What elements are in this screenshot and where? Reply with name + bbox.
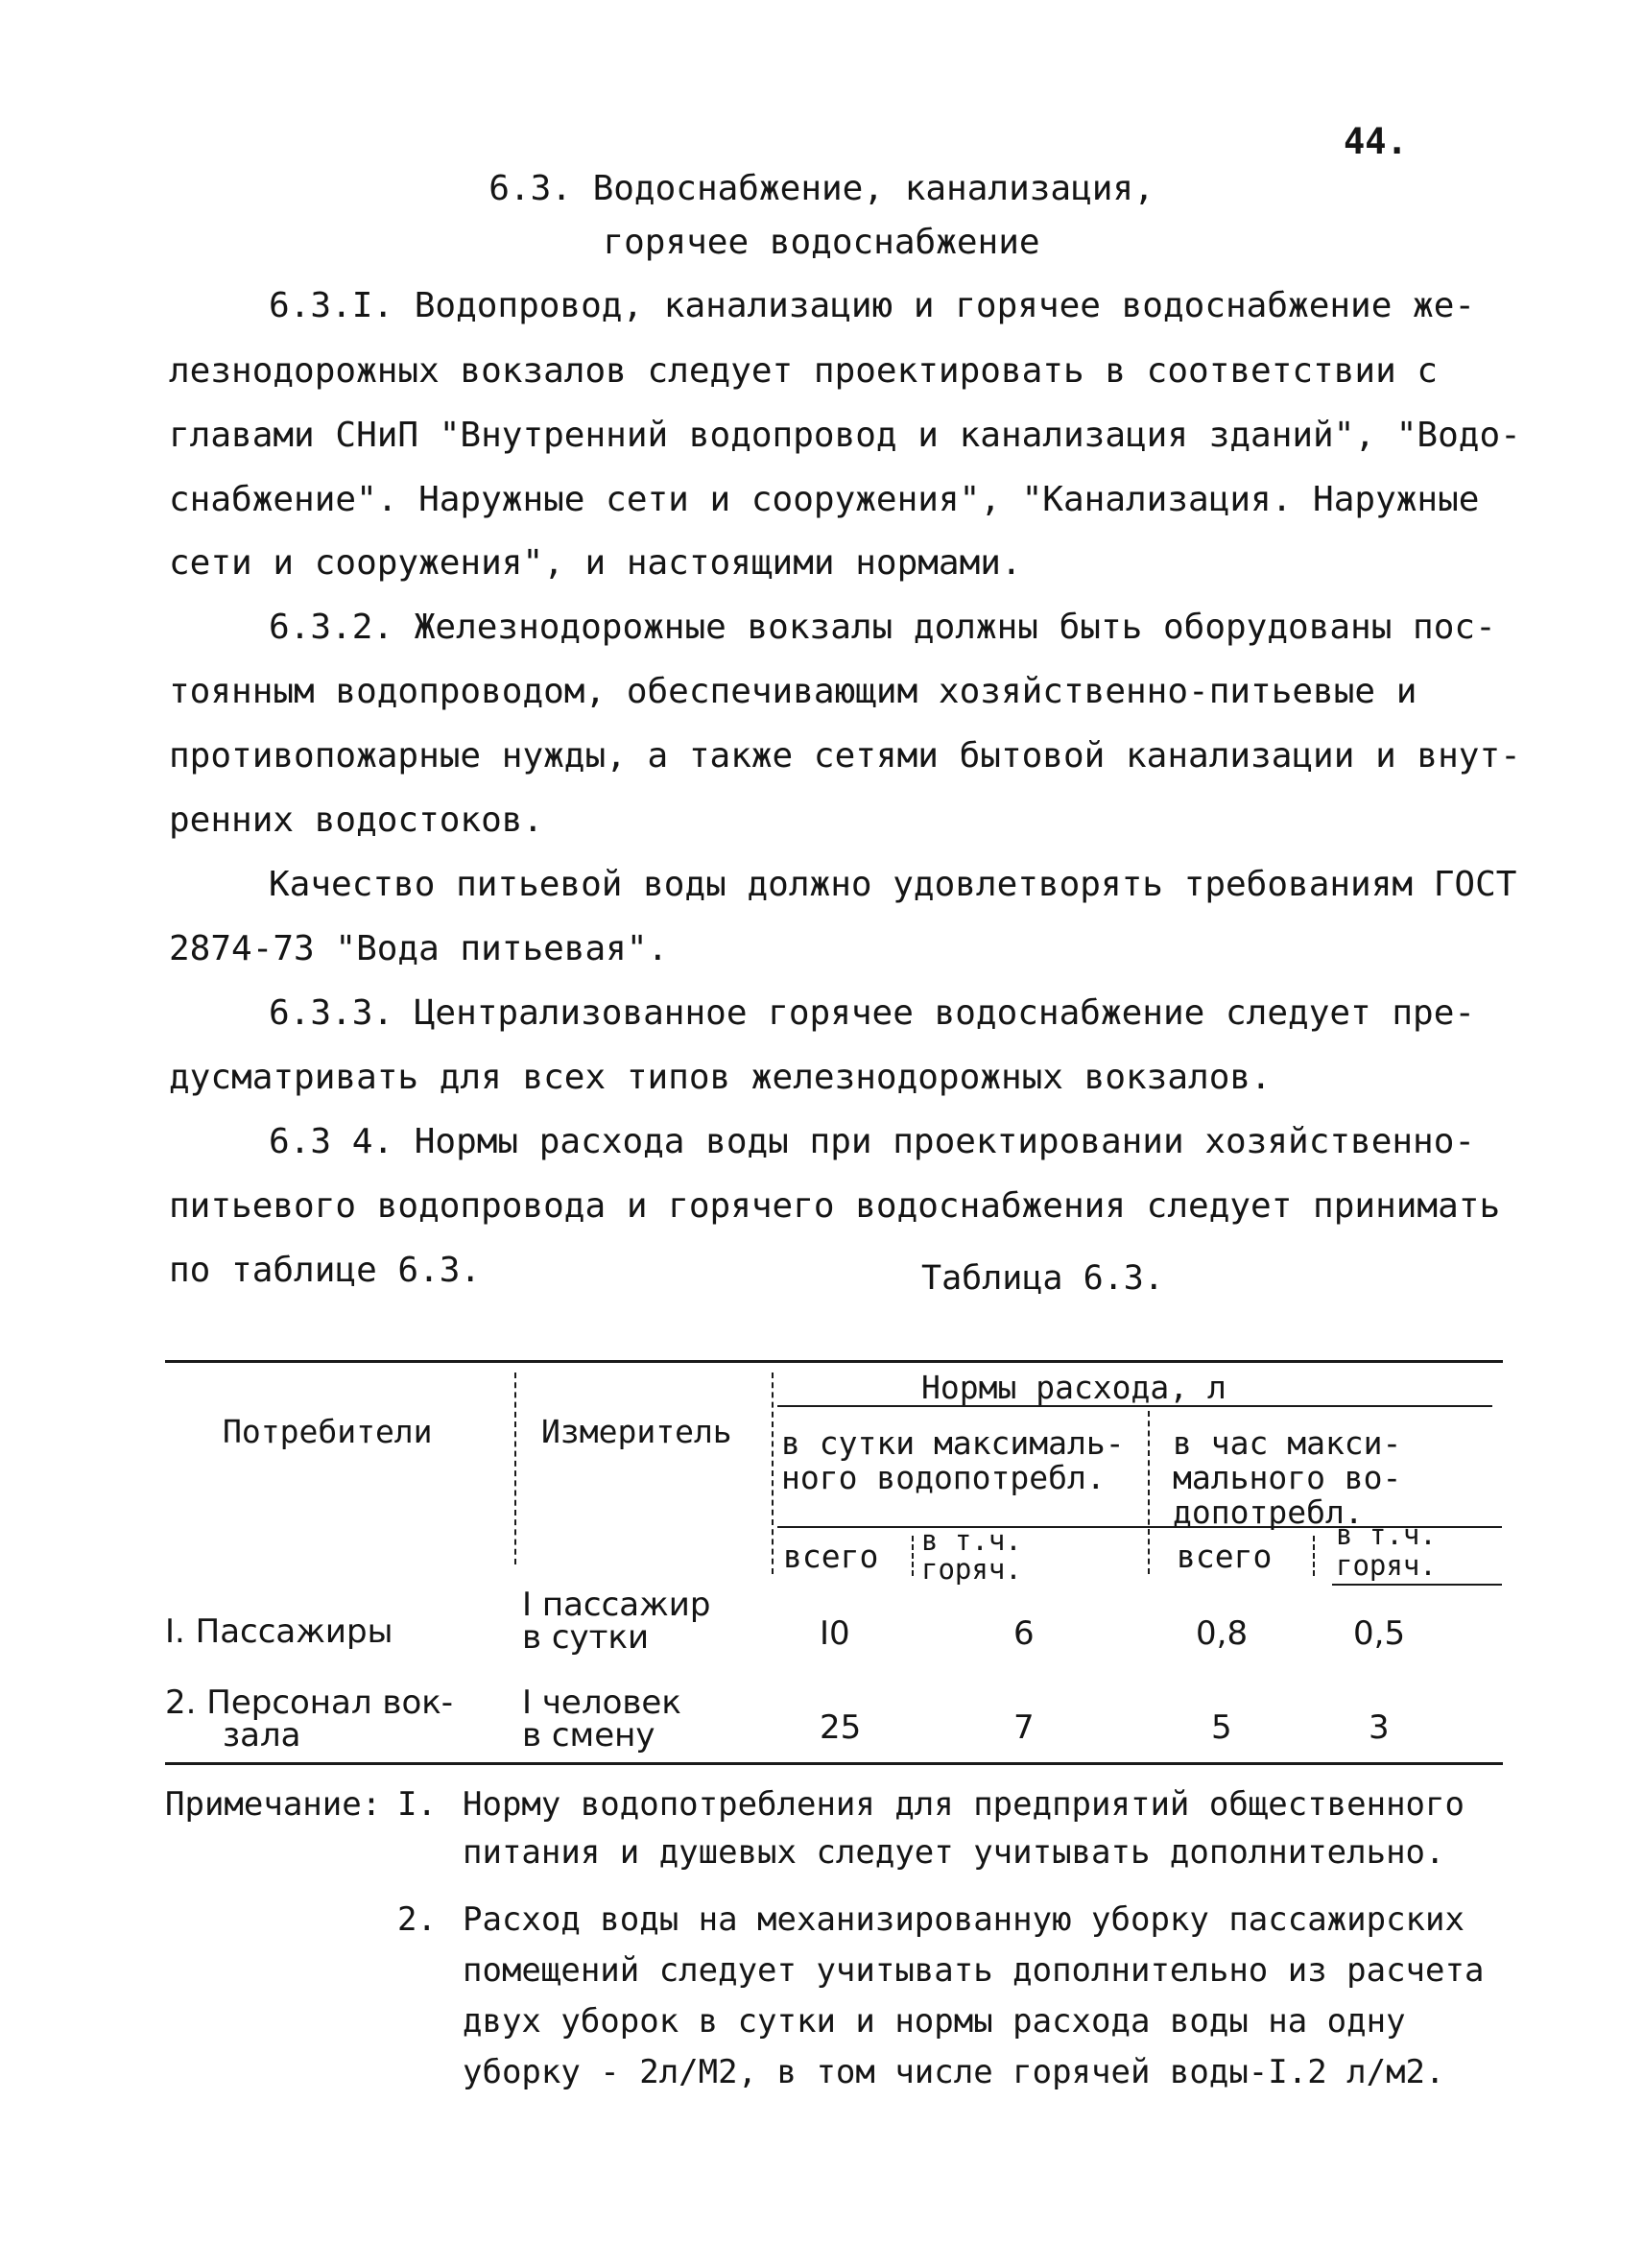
paragraph-line: сети и сооружения", и настоящими нормами. bbox=[169, 543, 1022, 583]
paragraph-line: лезнодорожных вокзалов следует проектировать в соответствии с bbox=[169, 351, 1439, 391]
column-divider-day-hour bbox=[1148, 1411, 1150, 1574]
row-day-hot: 7 bbox=[1013, 1708, 1035, 1747]
paragraph-line: 6.3.I. Водопровод, канализацию и горячее водоснабжение же- bbox=[269, 286, 1476, 325]
column-divider-consumers bbox=[514, 1373, 516, 1564]
header-hour-hot-line-1: в т.ч. bbox=[1336, 1518, 1437, 1551]
row-hour-hot: 3 bbox=[1369, 1708, 1390, 1747]
header-per-hour-line-1: в час макси- bbox=[1173, 1424, 1402, 1462]
row-day-hot: 6 bbox=[1013, 1614, 1035, 1653]
column-divider-day-total bbox=[912, 1536, 914, 1576]
header-per-hour-line-3: допотребл. bbox=[1173, 1493, 1364, 1531]
note-2-line-1: Расход воды на механизированную уборку пассажирских bbox=[463, 1900, 1464, 1939]
note-1-line-2: питания и душевых следует учитывать дополнительно. bbox=[463, 1833, 1445, 1872]
paragraph-line: снабжение". Наружные сети и сооружения", "Канализация. Наружные bbox=[169, 480, 1480, 519]
header-per-day-line-1: в сутки максималь- bbox=[781, 1424, 1125, 1462]
row-consumer-line-2: зала bbox=[223, 1716, 301, 1755]
header-per-day-line-2: ного водопотребл. bbox=[781, 1459, 1106, 1496]
table-caption: Таблица 6.3. bbox=[921, 1259, 1164, 1298]
hot-water-underline bbox=[1332, 1584, 1502, 1586]
header-per-hour-line-2: мального во- bbox=[1173, 1459, 1402, 1496]
header-hour-total: всего bbox=[1177, 1538, 1273, 1575]
paragraph-line: главами СНиП "Внутренний водопровод и канализация зданий", "Водо- bbox=[169, 416, 1521, 455]
table-top-rule bbox=[165, 1360, 1503, 1363]
paragraph-line: дусматривать для всех типов железнодорожных вокзалов. bbox=[169, 1058, 1272, 1097]
paragraph-line: по таблице 6.3. bbox=[169, 1251, 482, 1290]
note-2-line-4: уборку - 2л/М2, в том числе горячей воды-I.2 л/м2. bbox=[463, 2053, 1445, 2091]
row-unit-line-1: I пассажир bbox=[522, 1586, 711, 1624]
header-norms: Нормы расхода, л bbox=[921, 1369, 1226, 1406]
header-day-hot-line-1: в т.ч. bbox=[921, 1524, 1022, 1557]
paragraph-line: 6.3.3. Централизованное горячее водоснабжение следует пре- bbox=[269, 993, 1476, 1033]
row-consumer: I. Пассажиры bbox=[165, 1612, 393, 1651]
paragraph-line: противопожарные нужды, а также сетями бытовой канализации и внут- bbox=[169, 736, 1521, 776]
section-heading-line-2: горячее водоснабжение bbox=[603, 223, 1040, 262]
note-2-number: 2. bbox=[397, 1900, 437, 1939]
paragraph-line: питьевого водопровода и горячего водоснабжения следует принимать bbox=[169, 1186, 1501, 1226]
row-hour-total: 5 bbox=[1211, 1708, 1232, 1747]
note-2-line-2: помещений следует учитывать дополнительно из расчета bbox=[463, 1951, 1485, 1990]
notes-label: Примечание: bbox=[165, 1785, 382, 1824]
paragraph-line: 6.3.2. Железнодорожные вокзалы должны быть оборудованы пос- bbox=[269, 608, 1496, 647]
row-consumer-line-1: 2. Персонал вок- bbox=[165, 1683, 454, 1722]
note-1-number: I. bbox=[397, 1785, 437, 1824]
row-hour-hot: 0,5 bbox=[1353, 1614, 1406, 1653]
header-day-total: всего bbox=[783, 1538, 879, 1575]
paragraph-line: 2874-73 "Вода питьевая". bbox=[169, 929, 669, 968]
column-divider-unit bbox=[772, 1373, 774, 1574]
header-day-hot-line-2: горяч. bbox=[921, 1553, 1022, 1586]
header-hour-hot-line-2: горяч. bbox=[1336, 1549, 1437, 1582]
section-heading-line-1: 6.3. Водоснабжение, канализация, bbox=[488, 169, 1155, 208]
header-consumers: Потребители bbox=[223, 1413, 433, 1450]
note-2-line-3: двух уборок в сутки и нормы расхода воды на одну bbox=[463, 2002, 1406, 2041]
paragraph-line: Качество питьевой воды должно удовлетворять требованиям ГОСТ bbox=[269, 865, 1517, 904]
row-unit-line-2: в смену bbox=[522, 1716, 655, 1755]
table-bottom-rule bbox=[165, 1762, 1503, 1765]
column-divider-hour-total bbox=[1313, 1536, 1315, 1576]
header-unit: Измеритель bbox=[541, 1413, 732, 1450]
paragraph-line: тоянным водопроводом, обеспечивающим хозяйственно-питьевые и bbox=[169, 672, 1417, 711]
page-number: 44. bbox=[1344, 121, 1408, 162]
row-day-total: 25 bbox=[820, 1708, 862, 1747]
paragraph-line: 6.3 4. Нормы расхода воды при проектировании хозяйственно- bbox=[269, 1122, 1476, 1161]
note-1-line-1: Норму водопотребления для предприятий общественного bbox=[463, 1785, 1464, 1824]
row-day-total: I0 bbox=[820, 1614, 850, 1653]
paragraph-line: ренних водостоков. bbox=[169, 800, 544, 840]
row-unit-line-2: в сутки bbox=[522, 1618, 650, 1657]
row-hour-total: 0,8 bbox=[1196, 1614, 1249, 1653]
row-unit-line-1: I человек bbox=[522, 1683, 681, 1722]
